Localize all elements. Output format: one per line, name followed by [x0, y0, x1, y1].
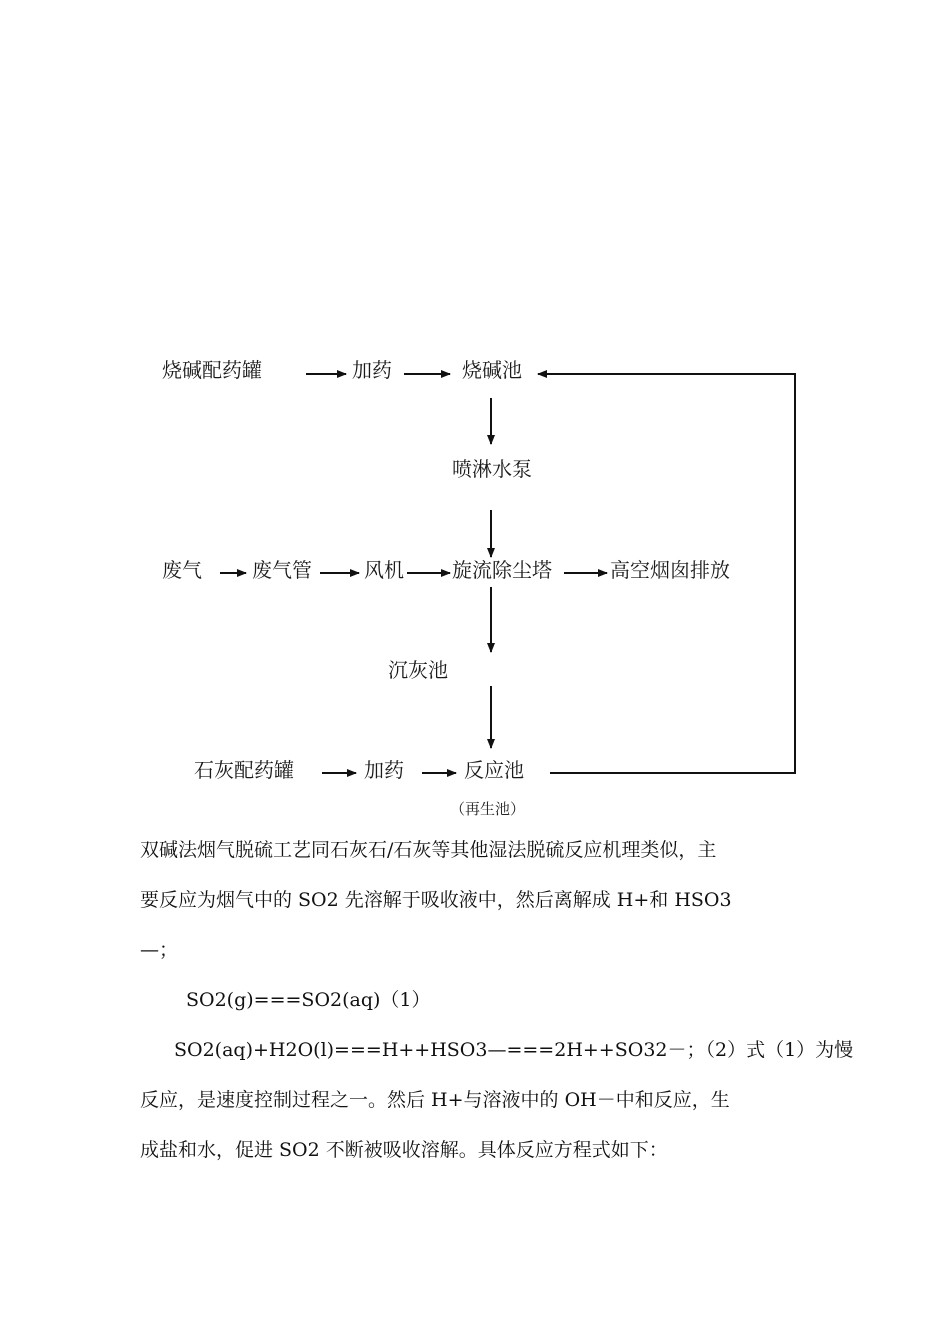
node-reaction-pool: 反应池	[464, 758, 524, 782]
para1-line3: —；	[140, 939, 179, 961]
para2-line3: 成盐和水，促进 SO2 不断被吸收溶解。具体反应方程式如下：	[140, 1139, 668, 1161]
para1-line2: 要反应为烟气中的 SO2 先溶解于吸收液中，然后离解成 H+和 HSO3	[140, 889, 732, 911]
node-dosing-1: 加药	[352, 358, 392, 382]
node-fan: 风机	[364, 558, 404, 582]
node-regen-note: （再生池）	[450, 800, 526, 818]
node-caustic-pool: 烧碱池	[462, 358, 522, 382]
node-caustic-tank: 烧碱配药罐	[162, 358, 262, 382]
node-spray-pump: 喷淋水泵	[452, 457, 532, 481]
node-chimney: 高空烟囱排放	[610, 558, 730, 582]
node-settling-pool: 沉灰池	[388, 658, 448, 682]
equation-1: SO2(g)===SO2(aq)（1）	[186, 989, 431, 1011]
para2-line1: SO2(aq)+H2O(l)===H++HSO3—===2H++SO32－；（2）式（1）为慢	[174, 1039, 854, 1061]
node-lime-tank: 石灰配药罐	[194, 758, 294, 782]
para2-line2: 反应，是速度控制过程之一。然后 H+与溶液中的 OH－中和反应，生	[140, 1089, 730, 1111]
node-cyclone-tower: 旋流除尘塔	[452, 558, 552, 582]
node-waste-gas: 废气	[162, 558, 202, 582]
node-gas-pipe: 废气管	[252, 558, 312, 582]
node-dosing-2: 加药	[364, 758, 404, 782]
para1-line1: 双碱法烟气脱硫工艺同石灰石/石灰等其他湿法脱硫反应机理类似，主	[140, 839, 717, 861]
